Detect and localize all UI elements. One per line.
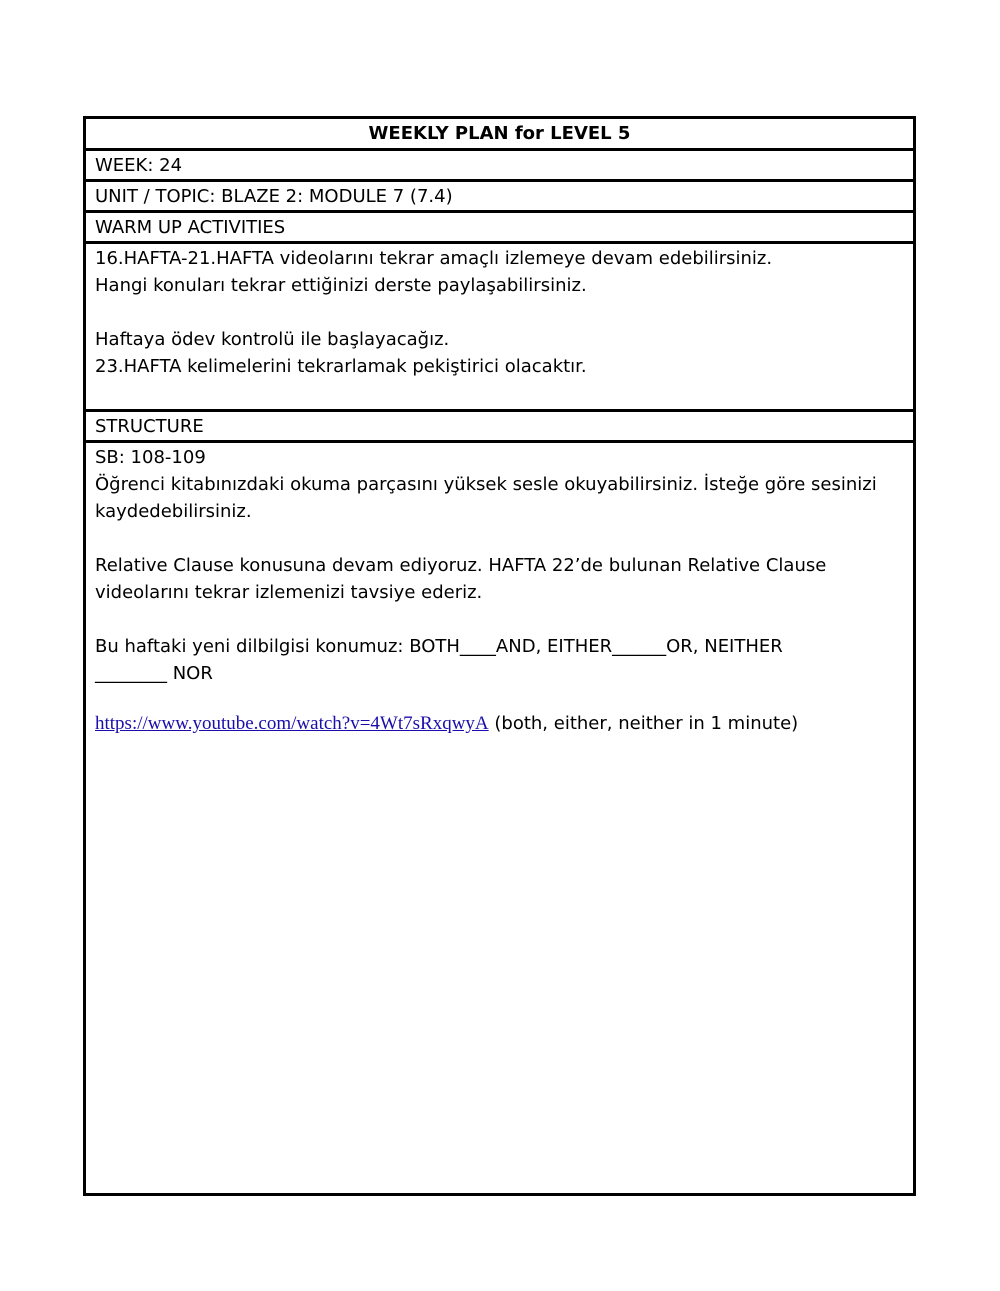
- video-link-note: (both, either, neither in 1 minute): [488, 713, 799, 734]
- sb-pages: SB: 108-109: [95, 447, 206, 468]
- warm-up-line: 23.HAFTA kelimelerini tekrarlamak pekiştirici olacaktır.: [95, 356, 587, 377]
- warm-up-line: Haftaya ödev kontrolü ile başlayacağız.: [95, 329, 450, 350]
- weekly-plan-table: [83, 116, 916, 1196]
- warm-up-line: Hangi konuları tekrar ettiğinizi derste paylaşabilirsiniz.: [95, 275, 587, 296]
- reading-instruction-cont: kaydedebilirsiniz.: [95, 501, 252, 522]
- youtube-link[interactable]: https://www.youtube.com/watch?v=4Wt7sRxqwyA: [95, 713, 489, 734]
- structure-label: STRUCTURE: [86, 412, 913, 443]
- warm-up-line: 16.HAFTA-21.HAFTA videolarını tekrar amaçlı izlemeye devam edebilirsiniz.: [95, 248, 773, 269]
- grammar-topic-cont: ________ NOR: [95, 663, 213, 684]
- warm-up-label: WARM UP ACTIVITIES: [86, 213, 913, 244]
- reading-instruction: Öğrenci kitabınızdaki okuma parçasını yüksek sesle okuyabilirsiniz. İsteğe göre sesinizi: [95, 474, 877, 495]
- structure-content: [86, 443, 913, 1193]
- plan-title: WEEKLY PLAN for LEVEL 5: [86, 119, 913, 151]
- week-row: WEEK: 24: [86, 151, 913, 182]
- relative-clause-note-cont: videolarını tekrar izlemenizi tavsiye ederiz.: [95, 582, 483, 603]
- unit-topic-row: UNIT / TOPIC: BLAZE 2: MODULE 7 (7.4): [86, 182, 913, 213]
- relative-clause-note: Relative Clause konusuna devam ediyoruz. HAFTA 22’de bulunan Relative Clause: [95, 555, 827, 576]
- video-link-line: [95, 710, 904, 737]
- warm-up-content: [86, 244, 913, 412]
- grammar-topic: Bu haftaki yeni dilbilgisi konumuz: BOTH____AND, EITHER______OR, NEITHER: [95, 636, 783, 657]
